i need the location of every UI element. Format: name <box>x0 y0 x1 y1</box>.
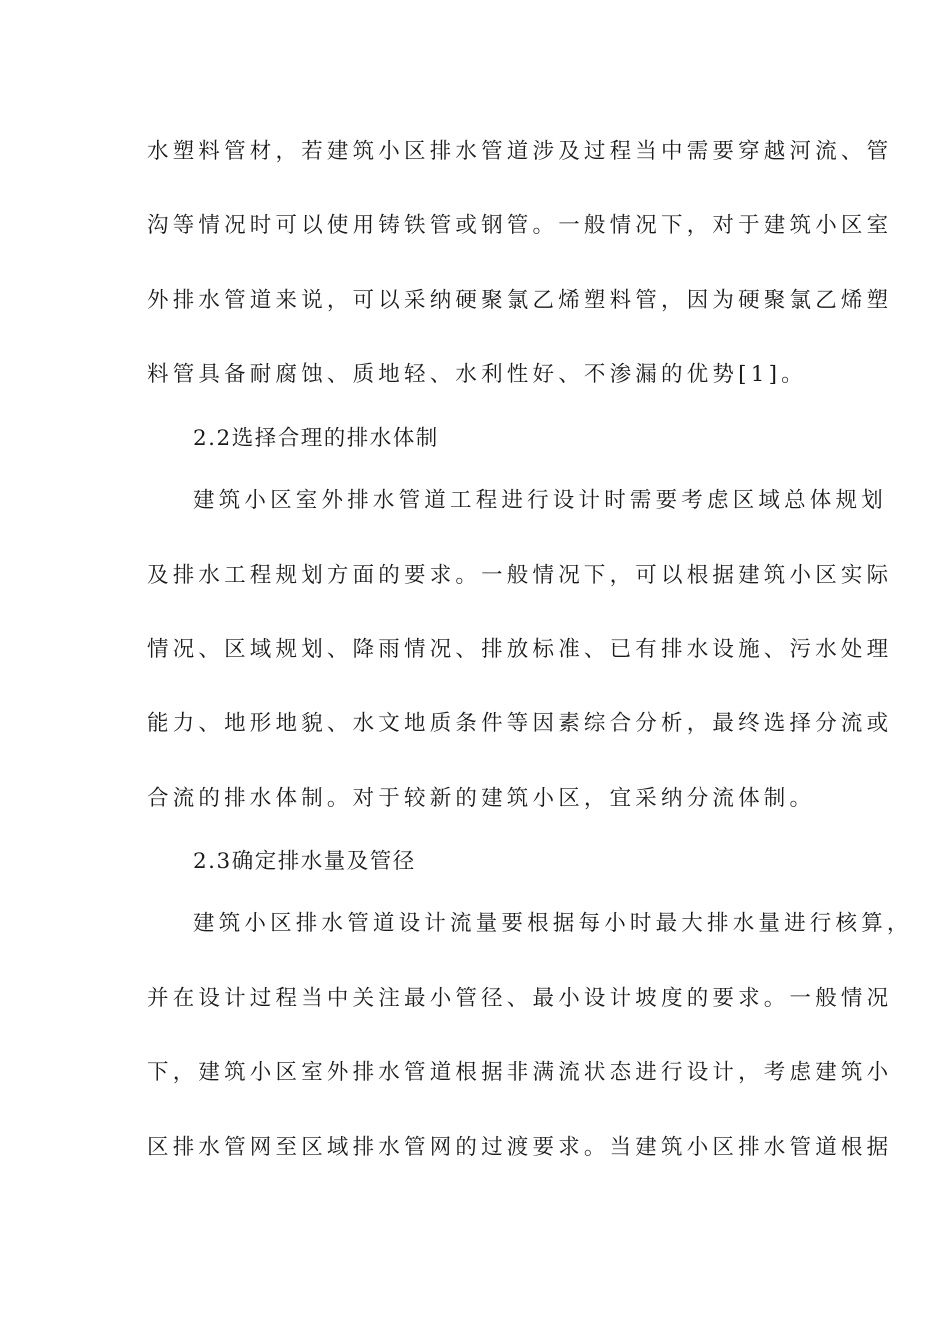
paragraph-line: 合流的排水体制。对于较新的建筑小区，宜采纳分流体制。 <box>147 786 816 811</box>
paragraph-line: 并在设计过程当中关注最小管径、最小设计坡度的要求。一般情况 <box>147 986 893 1011</box>
section-heading-2-3: 2.3确定排水量及管径 <box>193 849 416 874</box>
paragraph-line: 建筑小区室外排水管道工程进行设计时需要考虑区域总体规划 <box>193 488 887 513</box>
paragraph-line: 外排水管道来说，可以采纳硬聚氯乙烯塑料管，因为硬聚氯乙烯塑 <box>147 288 893 313</box>
paragraph-line: 能力、地形地貌、水文地质条件等因素综合分析，最终选择分流或 <box>147 711 893 736</box>
paragraph-line: 区排水管网至区域排水管网的过渡要求。当建筑小区排水管道根据 <box>147 1135 893 1160</box>
paragraph-line: 及排水工程规划方面的要求。一般情况下，可以根据建筑小区实际 <box>147 563 893 588</box>
paragraph-line: 料管具备耐腐蚀、质地轻、水利性好、不渗漏的优势[1]。 <box>147 362 807 387</box>
section-heading-2-2: 2.2选择合理的排水体制 <box>193 426 439 451</box>
paragraph-line: 水塑料管材，若建筑小区排水管道涉及过程当中需要穿越河流、管 <box>147 139 893 164</box>
paragraph-line: 建筑小区排水管道设计流量要根据每小时最大排水量进行核算， <box>193 911 913 936</box>
paragraph-line: 情况、区域规划、降雨情况、排放标准、已有排水设施、污水处理 <box>147 637 893 662</box>
paragraph-line: 沟等情况时可以使用铸铁管或钢管。一般情况下，对于建筑小区室 <box>147 213 893 238</box>
paragraph-line: 下，建筑小区室外排水管道根据非满流状态进行设计，考虑建筑小 <box>147 1060 893 1085</box>
